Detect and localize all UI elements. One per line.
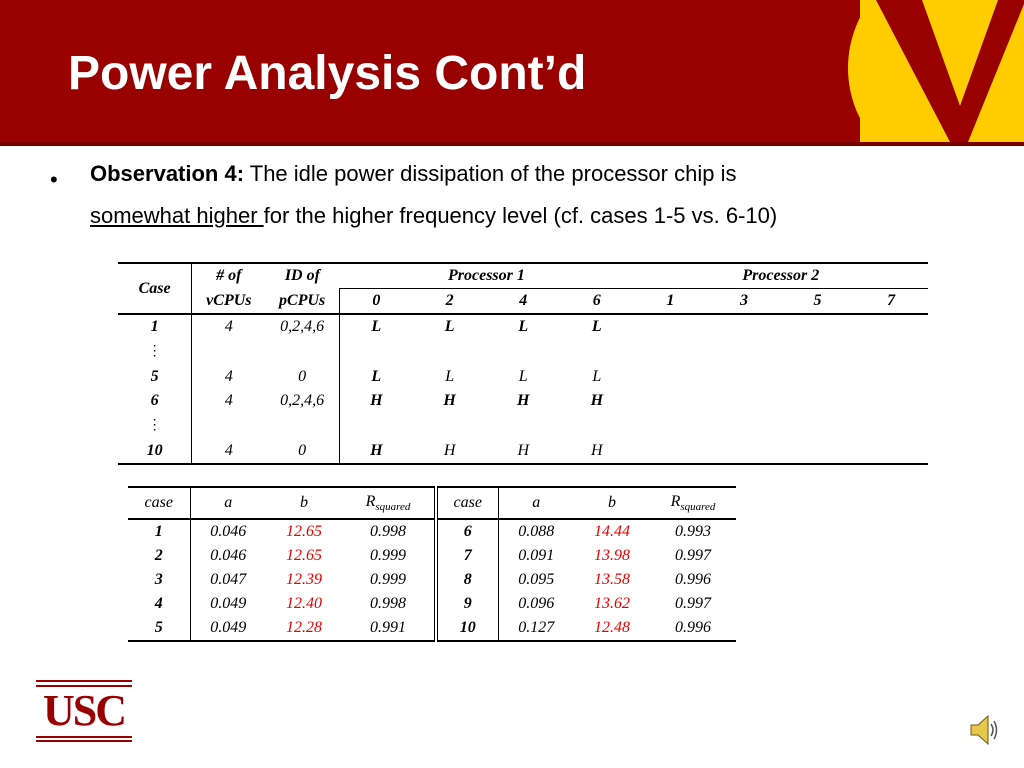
case-number: 3	[128, 568, 190, 592]
header-core: 3	[707, 289, 781, 315]
core-state: H	[443, 392, 456, 409]
header-processor-1: Processor 1	[339, 263, 633, 289]
core-state: H	[517, 392, 530, 409]
table-subheader-row	[118, 289, 928, 315]
r-squared-value: 0.996	[675, 571, 711, 588]
a-value: 0.096	[518, 595, 555, 612]
pcpus-cell: 0	[265, 365, 339, 389]
b-value: 14.44	[594, 523, 630, 540]
cpu-assignment-table	[118, 262, 928, 465]
case-number: 10	[436, 616, 498, 641]
header-core: 4	[486, 289, 560, 315]
ellipsis: ⋮	[118, 413, 192, 439]
case-number: 5	[128, 616, 190, 641]
ellipsis: ⋮	[118, 339, 192, 365]
pcpus-cell: 0,2,4,6	[265, 314, 339, 339]
banner-rule	[0, 142, 1024, 146]
table-row	[128, 519, 736, 544]
header-case: Case	[118, 263, 192, 314]
header-case: case	[436, 487, 498, 519]
core-state: L	[371, 368, 382, 385]
header-a: a	[190, 487, 266, 519]
vcpus-cell: 4	[224, 392, 233, 409]
table-header-row	[118, 263, 928, 289]
core-state: L	[445, 368, 455, 385]
b-value: 12.40	[286, 595, 322, 612]
page-title: Power Analysis Cont’d	[68, 47, 587, 100]
b-value: 13.98	[594, 547, 630, 564]
a-value: 0.047	[210, 571, 247, 588]
header-processor-2: Processor 2	[634, 263, 928, 289]
core-state: L	[591, 318, 602, 335]
header-pcpus-2: pCPUs	[265, 289, 339, 315]
case-number: 7	[436, 544, 498, 568]
case-number: 1	[128, 519, 190, 544]
r-squared-value: 0.997	[675, 547, 711, 564]
vcpus-cell: 4	[224, 318, 233, 335]
case-number: 5	[118, 365, 192, 389]
case-number: 8	[436, 568, 498, 592]
core-state: H	[590, 392, 604, 409]
a-value: 0.046	[210, 547, 247, 564]
header-a: a	[498, 487, 574, 519]
a-value: 0.049	[190, 616, 266, 641]
table-row	[118, 439, 928, 464]
usc-logo-text: USC	[42, 686, 126, 735]
observation-text-1: The idle power dissipation of the processor chip is	[244, 161, 737, 186]
r-squared-value: 0.999	[342, 568, 436, 592]
b-value: 12.28	[266, 616, 342, 641]
header-r-squared: $R_{squared}$	[342, 487, 436, 519]
r-squared-value: 0.998	[342, 592, 436, 616]
observation-label: Observation 4:	[90, 161, 245, 186]
r-squared-value: 0.997	[675, 595, 711, 612]
bullet-text	[90, 153, 990, 237]
header-core: 1	[634, 289, 708, 315]
header-core: 7	[854, 289, 928, 315]
title-banner	[0, 0, 1024, 142]
vcpus-cell: 4	[224, 368, 233, 385]
core-state: L	[444, 318, 455, 335]
table-row	[118, 389, 928, 413]
header-pcpus-1: ID of	[265, 263, 339, 289]
header-b: b	[266, 487, 342, 519]
case-number: 6	[436, 519, 498, 544]
core-state: L	[371, 318, 382, 335]
core-state: H	[560, 439, 634, 464]
header-core: 0	[339, 289, 413, 315]
a-value: 0.095	[518, 571, 555, 588]
table-header-row	[128, 487, 736, 519]
a-value: 0.127	[498, 616, 574, 641]
case-number: 10	[118, 439, 192, 464]
header-core: 6	[560, 289, 634, 315]
header-vcpus-2: vCPUs	[192, 289, 266, 315]
usc-logo	[36, 680, 132, 742]
v-logo-icon	[840, 0, 1024, 142]
bullet-marker: •	[50, 167, 58, 192]
observation-text-2: for the higher frequency level (cf. cases 1-5 vs. 6-10)	[263, 203, 778, 228]
speaker-icon[interactable]	[968, 712, 1000, 748]
core-state: L	[518, 368, 528, 385]
table-row	[118, 365, 928, 389]
header-r-squared: $R_{squared}$	[650, 487, 736, 519]
b-value: 12.48	[574, 616, 650, 641]
r-squared-value: 0.999	[342, 544, 436, 568]
table-row	[128, 616, 736, 641]
b-value: 12.65	[286, 523, 322, 540]
a-value: 0.091	[518, 547, 555, 564]
header-case: case	[128, 487, 190, 519]
r-squared-value: 0.991	[342, 616, 436, 641]
core-state: H	[339, 439, 413, 464]
core-state: H	[370, 392, 383, 409]
table-row	[118, 314, 928, 339]
regression-coefficients-table	[128, 486, 736, 642]
core-state: L	[518, 318, 529, 335]
a-value: 0.049	[210, 595, 247, 612]
header-b: b	[574, 487, 650, 519]
a-value: 0.088	[518, 523, 555, 540]
case-number: 2	[128, 544, 190, 568]
header-core: 5	[781, 289, 855, 315]
r-squared-value: 0.998	[342, 519, 436, 544]
header-core: 2	[413, 289, 487, 315]
b-value: 12.39	[286, 571, 322, 588]
b-value: 13.62	[594, 595, 630, 612]
a-value: 0.046	[210, 523, 247, 540]
r-squared-value: 0.996	[650, 616, 736, 641]
pcpus-cell: 0	[265, 439, 339, 464]
table-row	[128, 592, 736, 616]
table-row	[128, 568, 736, 592]
case-number: 6	[118, 389, 192, 413]
core-state: H	[413, 439, 487, 464]
b-value: 13.58	[594, 571, 630, 588]
b-value: 12.65	[286, 547, 322, 564]
vcpus-cell: 4	[192, 439, 266, 464]
table-row	[128, 544, 736, 568]
r-squared-value: 0.993	[675, 523, 711, 540]
pcpus-cell: 0,2,4,6	[265, 389, 339, 413]
case-number: 1	[118, 314, 192, 339]
core-state: H	[486, 439, 560, 464]
case-number: 9	[436, 592, 498, 616]
case-number: 4	[128, 592, 190, 616]
ellipsis-row	[118, 413, 928, 439]
ellipsis-row	[118, 339, 928, 365]
core-state: L	[592, 368, 602, 385]
observation-underlined: somewhat higher	[90, 203, 264, 228]
header-vcpus-1: # of	[192, 263, 266, 289]
